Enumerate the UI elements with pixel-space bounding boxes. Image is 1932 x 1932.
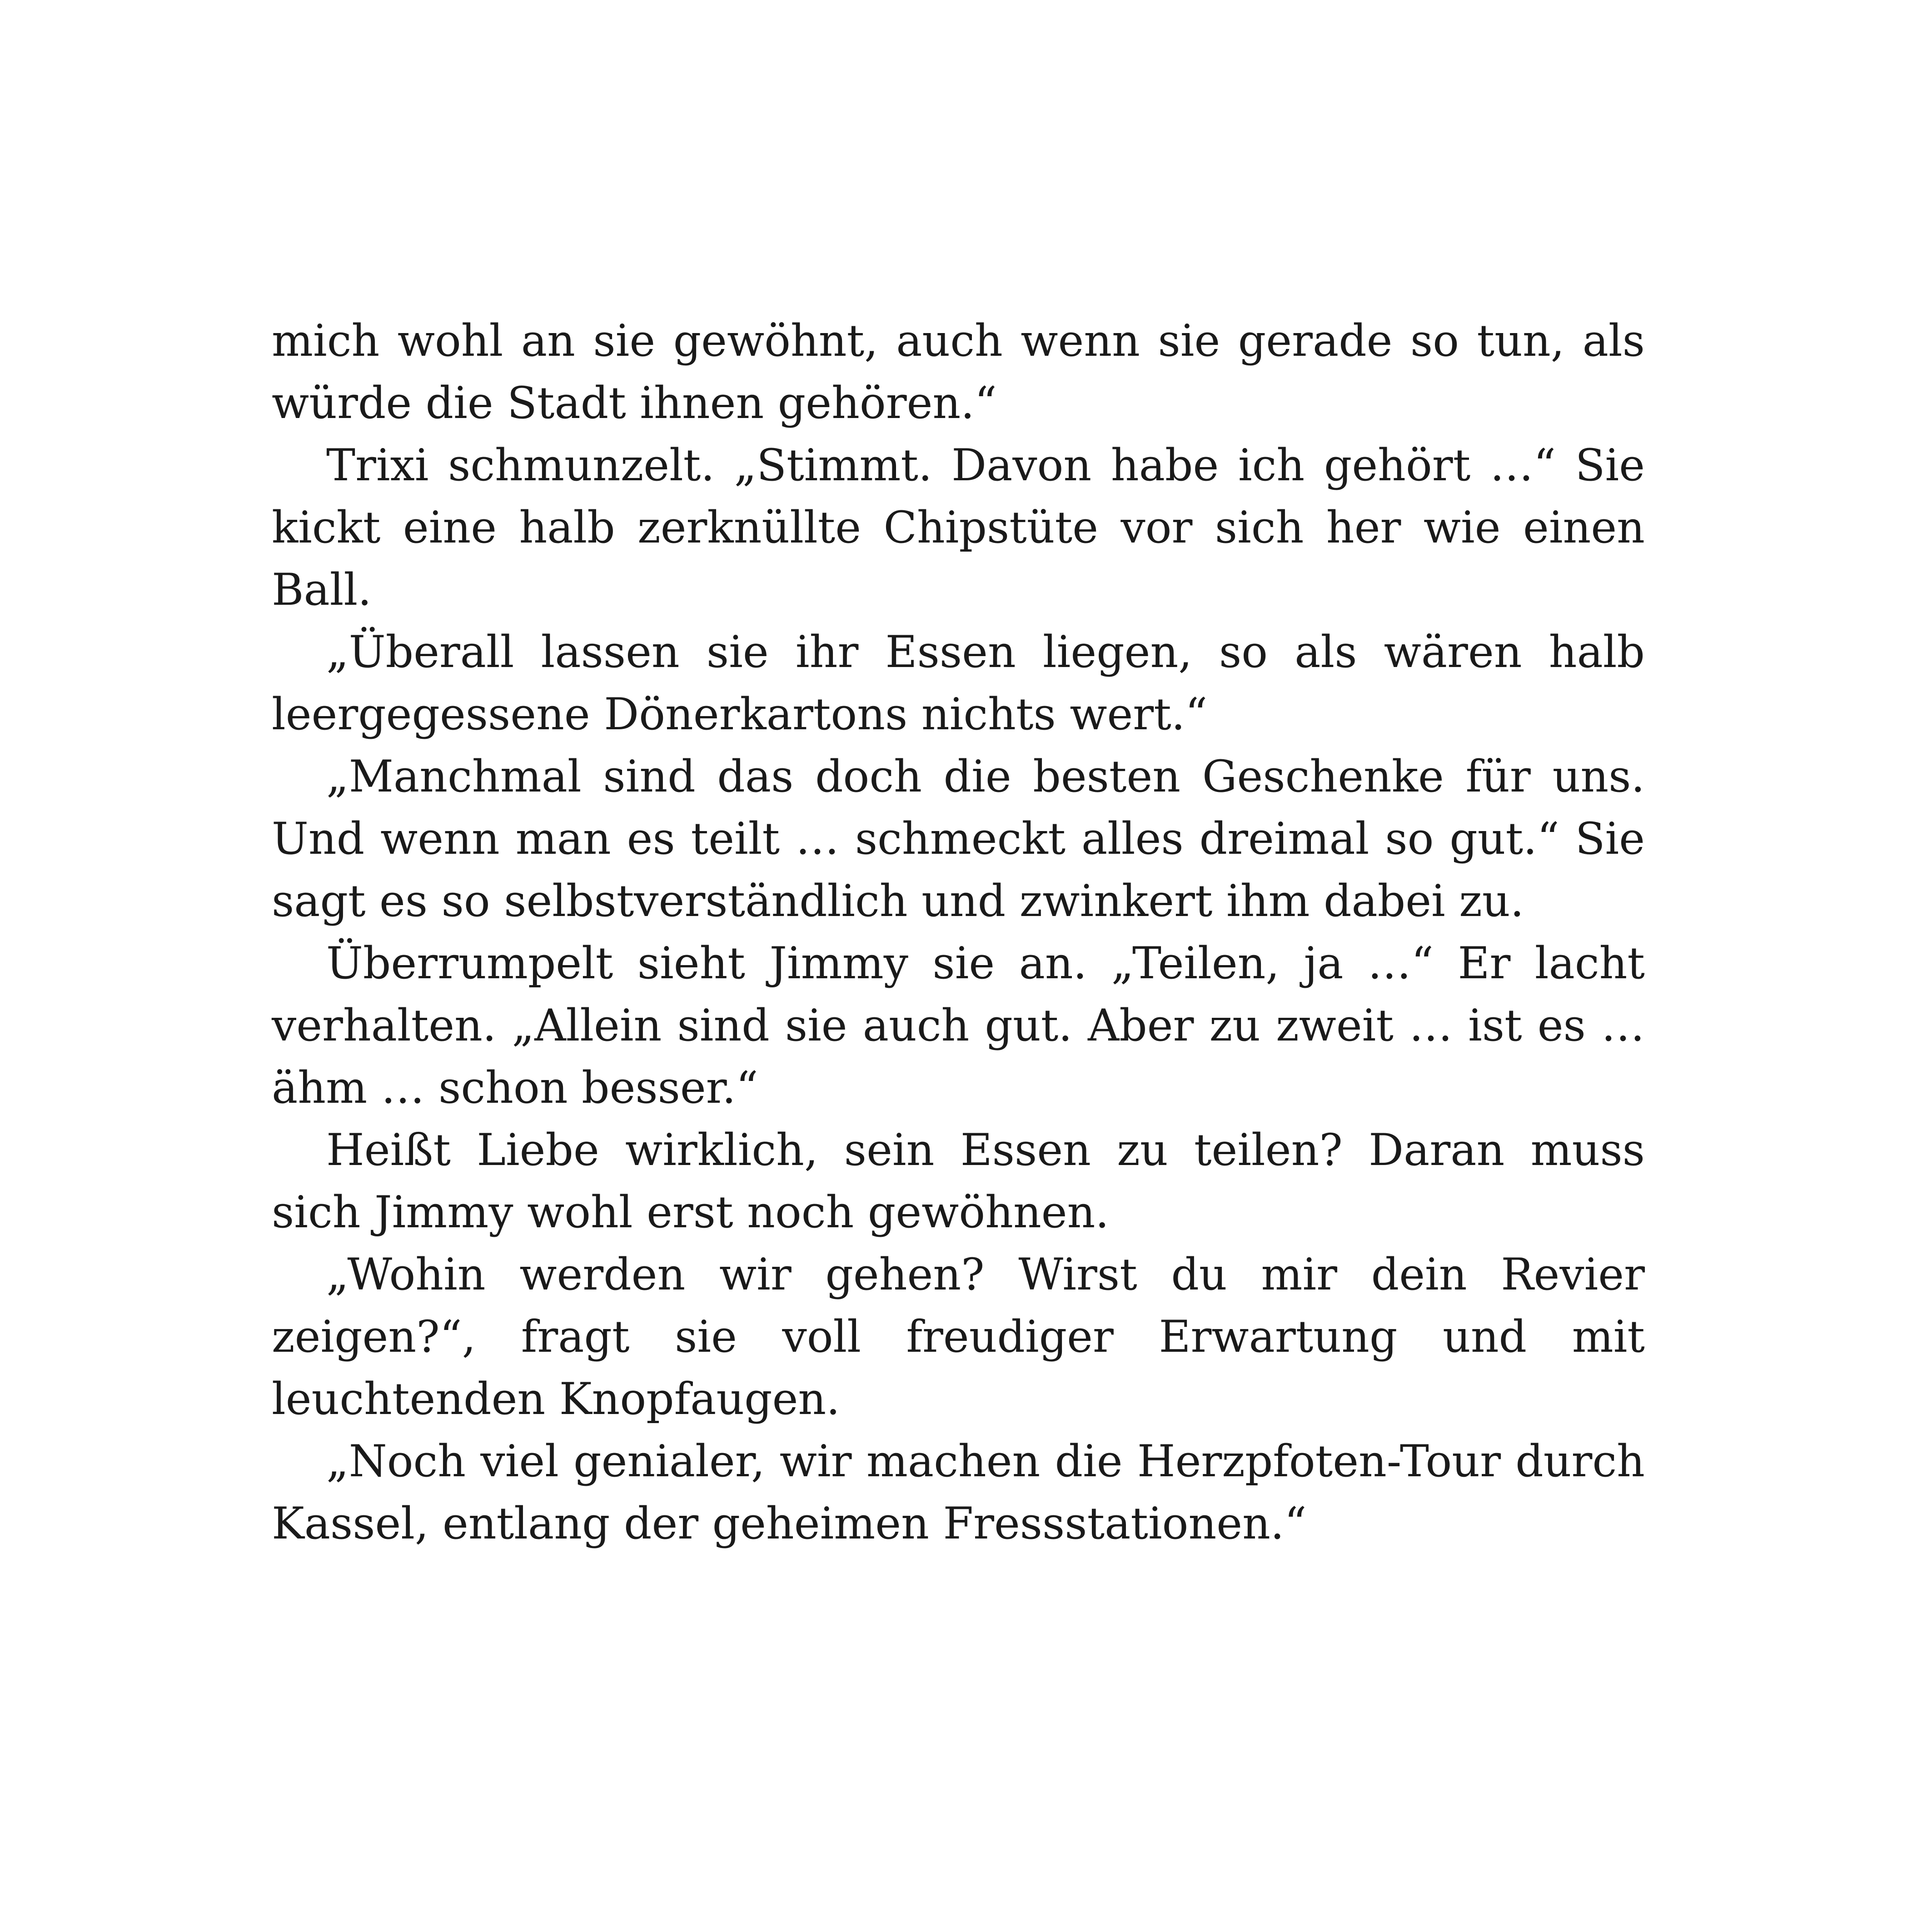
page-text <box>272 310 1645 1555</box>
paragraph: Heißt Liebe wirklich, sein Essen zu teilen? Daran muss sich Jimmy wohl erst noch gewöhnen. <box>272 1125 1645 1238</box>
paragraph: „Noch viel genialer, wir machen die Herzpfoten-Tour durch Kassel, entlang der geheimen Fressstationen.“ <box>272 1436 1645 1549</box>
paragraph-continuation: mich wohl an sie gewöhnt, auch wenn sie gerade so tun, als würde die Stadt ihnen gehören.“ <box>272 315 1645 428</box>
paragraph: „Überall lassen sie ihr Essen liegen, so als wären halb leergegessene Dönerkartons nichts wert.“ <box>272 627 1645 740</box>
paragraph: „Wohin werden wir gehen? Wirst du mir dein Revier zeigen?“, fragt sie voll freudiger Erwartung und mit leuchtenden Knopfaugen. <box>272 1249 1645 1424</box>
paragraph: Trixi schmunzelt. „Stimmt. Davon habe ich gehört …“ Sie kickt eine halb zerknüllte Chipstüte vor sich her wie einen Ball. <box>272 440 1645 615</box>
paragraph: Überrumpelt sieht Jimmy sie an. „Teilen, ja …“ Er lacht verhalten. „Allein sind sie auch gut. Aber zu zweit … ist es … ähm … schon besser.“ <box>272 938 1645 1113</box>
paragraph: „Manchmal sind das doch die besten Geschenke für uns. Und wenn man es teilt … schmeckt alles dreimal so gut.“ Sie sagt es so selbstverständlich und zwinkert ihm dabei zu. <box>272 751 1645 926</box>
